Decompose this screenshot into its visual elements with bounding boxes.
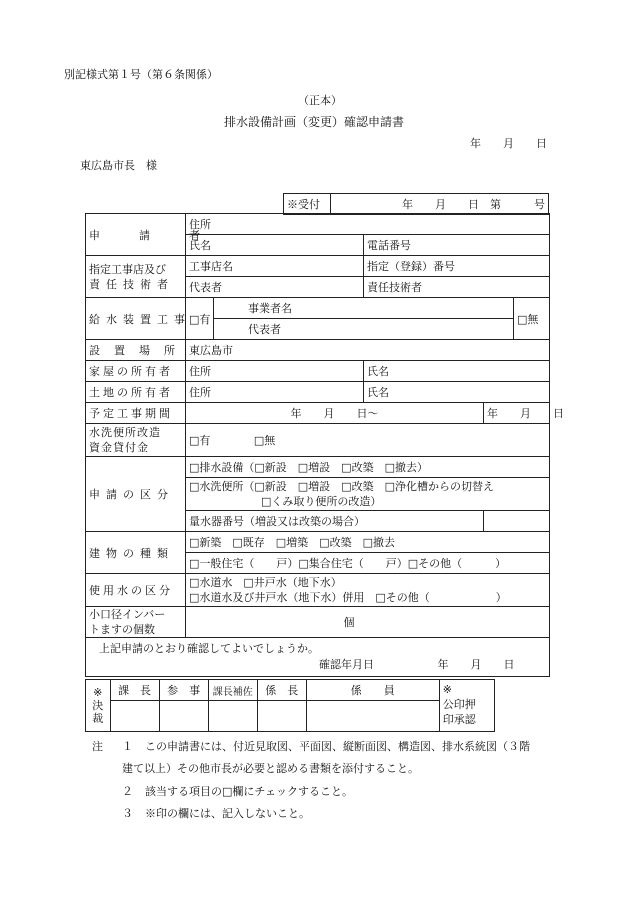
approval-col-staff: 係 員	[306, 680, 439, 701]
confirm-box	[86, 638, 550, 677]
approval-cell-4[interactable]	[257, 701, 306, 732]
inverts-label-line2: トますの個数	[89, 623, 155, 636]
inverts-label	[86, 607, 186, 638]
approval-label-text: 決裁	[92, 699, 104, 725]
water-options[interactable]	[186, 574, 550, 607]
contractor-rep[interactable]: 代表者	[186, 277, 364, 298]
period-to[interactable]: 年 月 日	[484, 403, 550, 424]
water-option-line2: □水道水及び井戸水（地下水）併用 □その他（ ）	[189, 591, 507, 604]
approval-table	[85, 679, 495, 732]
water-supply-yes-checkbox[interactable]: □有	[186, 298, 214, 340]
house-owner-label: 家屋の所有者	[86, 361, 186, 382]
contractor-shop[interactable]: 工事店名	[186, 256, 364, 277]
application-form	[85, 213, 564, 677]
water-supply-business[interactable]: 事業者名	[214, 298, 514, 319]
water-label: 使用水の区分	[86, 574, 186, 607]
note-1-number: １	[122, 740, 133, 753]
confirm-date-label: 確認年月日	[319, 658, 374, 671]
approval-cell-5[interactable]	[306, 701, 439, 732]
note-2-text: 該当する項目の□欄にチェックすること。	[145, 785, 354, 798]
approval-cell-2[interactable]	[159, 701, 208, 732]
approval-col-counselor: 参 事	[159, 680, 208, 701]
category-toilet-line2: □くみ取り便所の改造）	[261, 495, 382, 508]
category-toilet-line1: □水洗便所（□新設 □増設 □改築 □浄化槽からの切替え	[189, 480, 494, 493]
loan-label-line2: 資金貸付金	[89, 441, 149, 454]
application-date: 年 月 日	[470, 137, 547, 150]
water-option-line1: □水道水 □井戸水（地下水）	[189, 576, 342, 589]
loan-yes-checkbox[interactable]: □有	[189, 434, 211, 447]
applicant-label: 申 請 者	[86, 214, 186, 256]
notes-head: 注	[92, 740, 103, 753]
category-meter-value[interactable]	[484, 511, 550, 532]
land-owner-label: 土地の所有者	[86, 382, 186, 403]
building-type[interactable]: □一般住宅（ 戸）□集合住宅（ 戸）□その他（ ）	[186, 553, 550, 574]
contractor-label-line2: 責任技術者	[89, 277, 174, 291]
approval-col-section-chief: 課 長	[110, 680, 159, 701]
site-label: 設置場所	[86, 340, 186, 361]
confirm-date: 年 月 日	[437, 658, 515, 671]
applicant-phone[interactable]: 電話番号	[364, 235, 550, 256]
loan-options[interactable]	[186, 424, 550, 457]
contractor-tech[interactable]: 責任技術者	[364, 277, 550, 298]
site-value[interactable]: 東広島市	[186, 340, 550, 361]
house-owner-address[interactable]: 住所	[186, 361, 364, 382]
receipt-box	[283, 193, 549, 215]
category-toilet[interactable]	[186, 478, 550, 511]
seal-line1: 公印押	[442, 698, 476, 711]
note-3-text: ※印の欄には、記入しないこと。	[145, 807, 310, 820]
approval-cell-1[interactable]	[110, 701, 159, 732]
addressee: 東広島市長 様	[80, 159, 157, 172]
note-2-number: ２	[122, 785, 133, 798]
note-3-number: ３	[122, 807, 133, 820]
category-drainage[interactable]: □排水設備（□新設 □増設 □改築 □撤去）	[186, 457, 550, 478]
contractor-label	[86, 256, 186, 298]
confirm-text: 上記申請のとおり確認してよいでしょうか。	[99, 642, 319, 655]
copy-label: （正本）	[298, 94, 342, 107]
land-owner-address[interactable]: 住所	[186, 382, 364, 403]
category-meter-number[interactable]: 量水器番号（増設又は改築の場合）	[186, 511, 484, 532]
seal-line2: 印承認	[442, 713, 476, 726]
building-work[interactable]: □新築 □既存 □増築 □改築 □撤去	[186, 532, 550, 553]
approval-mark: ※	[93, 686, 103, 699]
receipt-label: ※受付	[284, 194, 331, 215]
applicant-name[interactable]: 氏名	[186, 235, 364, 256]
document-title: 排水設備計画（変更）確認申請書	[224, 115, 405, 129]
receipt-value: 年 月 日 第 号	[331, 194, 549, 215]
approval-col-deputy: 課長補佐	[208, 680, 257, 701]
seal-approval	[439, 680, 494, 732]
contractor-label-line1: 指定工事店及び	[89, 262, 166, 276]
land-owner-name[interactable]: 氏名	[364, 382, 550, 403]
seal-mark: ※	[442, 683, 452, 696]
category-label: 申請の区分	[86, 457, 186, 532]
period-from[interactable]: 年 月 日～	[186, 403, 484, 424]
approval-cell-3[interactable]	[208, 701, 257, 732]
period-label: 予定工事期間	[86, 403, 186, 424]
contractor-reg-number[interactable]: 指定（登録）番号	[364, 256, 550, 277]
water-supply-rep[interactable]: 代表者	[214, 319, 514, 340]
applicant-address[interactable]: 住所	[186, 214, 550, 235]
approval-col-subsection: 係 長	[257, 680, 306, 701]
water-supply-no-checkbox[interactable]: □無	[514, 298, 550, 340]
approval-label	[86, 680, 111, 732]
loan-label	[86, 424, 186, 457]
note-1-text-line1: この申請書には、付近見取図、平面図、縦断面図、構造図、排水系統図（３階	[145, 740, 530, 753]
form-number: 別記様式第１号（第６条関係）	[64, 68, 218, 81]
note-1-text-line2: 建て以上）その他市長が必要と認める書類を添付すること。	[122, 762, 419, 775]
building-label: 建物の種類	[86, 532, 186, 574]
loan-label-line1: 水洗便所改造	[89, 426, 161, 439]
loan-no-checkbox[interactable]: □無	[253, 434, 276, 447]
house-owner-name[interactable]: 氏名	[364, 361, 550, 382]
water-supply-label: 給水装置工事	[86, 298, 186, 340]
inverts-label-line1: 小口径インバー	[89, 608, 166, 621]
inverts-count[interactable]: 個	[186, 607, 550, 638]
